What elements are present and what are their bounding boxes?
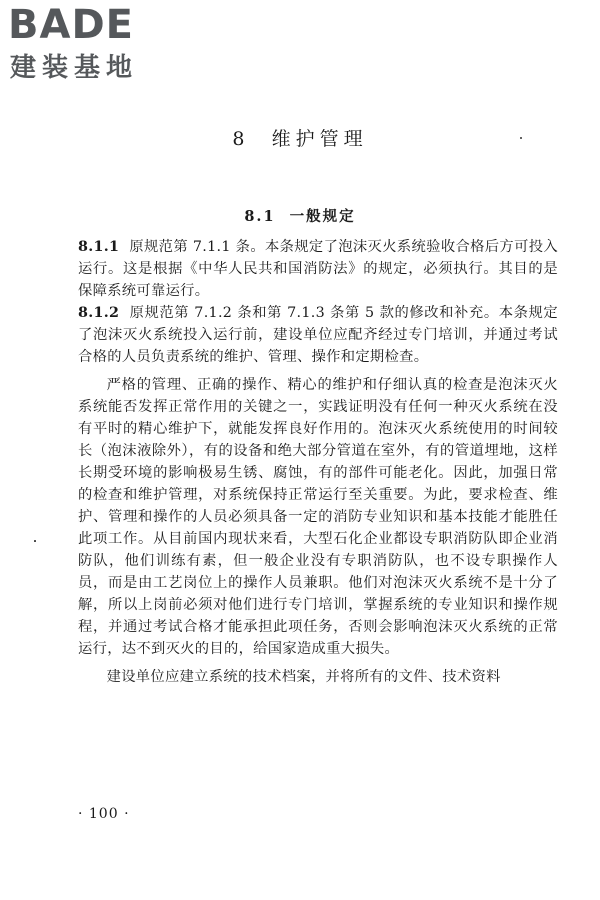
scan-speck (520, 137, 522, 139)
document-body (78, 236, 558, 688)
body-paragraph: 严格的管理、正确的操作、精心的维护和仔细认真的检查是泡沫灭火系统能否发挥正常作用的关键之一，实践证明没有任何一种灭火系统在没有平时的精心维护下，就能发挥良好作用的。泡沫灭火系统使用的时间较长（泡沫液除外），有的设备和绝大部分管道在室外，有的管道埋地，这样长期受环境的影响极易生锈、腐蚀，有的部件可能老化。因此，加强日常的检查和维护管理，对系统保持正常运行至关重要。为此，要求检查、维护、管理和操作的人员必须具备一定的消防专业知识和基本技能才能胜任此项工作。从目前国内现状来看，大型石化企业都设专职消防队即企业消防队，他们训练有素，但一般企业没有专职消防队，也不设专职操作人员，而是由工艺岗位上的操作人员兼职。他们对泡沫灭火系统不是十分了解，所以上岗前必须对他们进行专门培训，掌握系统的专业知识和操作规程，并通过考试合格才能承担此项任务，否则会影响泡沫灭火系统的正常运行，达不到灭火的目的，给国家造成重大损失。 (78, 377, 558, 657)
clause-number: 8.1.2 (78, 305, 120, 321)
clause-8-1-2 (78, 302, 558, 368)
section-title: 8.1 一般规定 (244, 208, 356, 225)
logo-subtitle: 建装基地 (10, 53, 139, 83)
logo-wordmark: BADE (8, 2, 134, 48)
clause-text: 原规范第 7.1.1 条。本条规定了泡沫灭火系统验收合格后方可投入运行。这是根据《中华人民共和国消防法》的规定，必须执行。其目的是保障系统可靠运行。 (78, 239, 558, 299)
body-paragraph: 建设单位应建立系统的技术档案，并将所有的文件、技术资料 (106, 669, 501, 685)
clause-number: 8.1.1 (78, 239, 120, 255)
page-number: · 100 · (78, 806, 130, 822)
chapter-title: 8 维护管理 (232, 128, 368, 150)
scan-speck (34, 540, 36, 542)
clause-8-1-1 (78, 236, 558, 302)
clause-text: 原规范第 7.1.2 条和第 7.1.3 条第 5 款的修改和补充。本条规定了泡沫灭火系统投入运行前，建设单位应配齐经过专门培训，并通过考试合格的人员负责系统的维护、管理、操作和定期检查。 (78, 305, 558, 365)
bade-logo (8, 2, 183, 90)
